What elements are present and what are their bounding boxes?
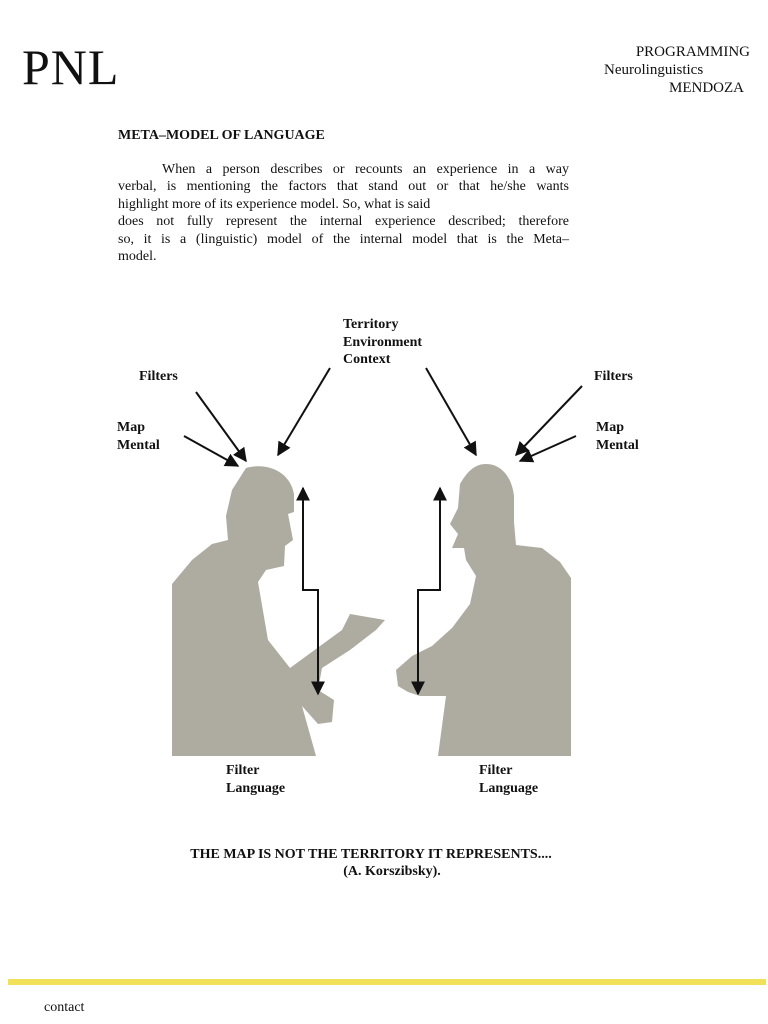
header-line-programming: PROGRAMMING xyxy=(635,44,750,60)
territory-arrow-left xyxy=(278,368,330,455)
left-filter-label-line: Language xyxy=(226,780,286,796)
territory-label-line: Environment xyxy=(343,334,423,350)
document-title: META–MODEL OF LANGUAGE xyxy=(118,128,325,143)
left-filter-label-line: Filter xyxy=(226,763,260,778)
left-map-arrow xyxy=(184,436,238,466)
territory-label-line: Territory xyxy=(343,317,399,332)
left-map-label-line: Map xyxy=(117,420,145,435)
paragraph-line: model. xyxy=(118,249,157,265)
paragraph-line: so, it is a (linguistic) model of the internal model that is the Meta– xyxy=(118,231,569,247)
left-map-label xyxy=(117,419,160,454)
territory-arrow-right xyxy=(426,368,476,455)
right-map-label-line: Map xyxy=(596,420,624,435)
left-person-silhouette xyxy=(172,466,385,756)
territory-label xyxy=(343,316,422,369)
footer-contact-text: contact xyxy=(44,1000,85,1015)
left-filters-label: Filters xyxy=(139,369,178,384)
paragraph-line: highlight more of its experience model. So, what is said xyxy=(118,196,431,212)
left-filters-arrow xyxy=(196,392,246,461)
right-filter-label-line: Filter xyxy=(479,763,513,778)
right-filter-language-label xyxy=(479,762,538,797)
territory-label-line: Context xyxy=(343,352,391,367)
paragraph-line: verbal, is mentioning the factors that stand out or that he/she wants xyxy=(118,179,569,195)
header-line-neurolinguistics: Neurolinguistics xyxy=(604,62,704,78)
quote-author: (A. Korszibsky). xyxy=(343,864,441,879)
left-filter-language-label xyxy=(226,762,285,797)
header-line-mendoza: MENDOZA xyxy=(669,80,744,96)
footer-divider xyxy=(8,979,766,985)
left-map-label-line: Mental xyxy=(117,437,160,453)
right-map-label xyxy=(596,419,639,454)
logo-text: PNL xyxy=(22,39,120,95)
paragraph-line: does not fully represent the internal experience described; therefore xyxy=(118,214,569,230)
right-person-silhouette xyxy=(396,464,571,756)
right-filter-label-line: Language xyxy=(479,780,539,796)
quote-text: THE MAP IS NOT THE TERRITORY IT REPRESENTS.... xyxy=(190,847,552,862)
right-filters-label: Filters xyxy=(594,369,633,384)
right-filters-arrow xyxy=(516,386,582,455)
right-map-arrow xyxy=(520,436,576,461)
right-map-label-line: Mental xyxy=(596,437,639,453)
paragraph-line: When a person describes or recounts an experience in a way xyxy=(162,162,569,177)
